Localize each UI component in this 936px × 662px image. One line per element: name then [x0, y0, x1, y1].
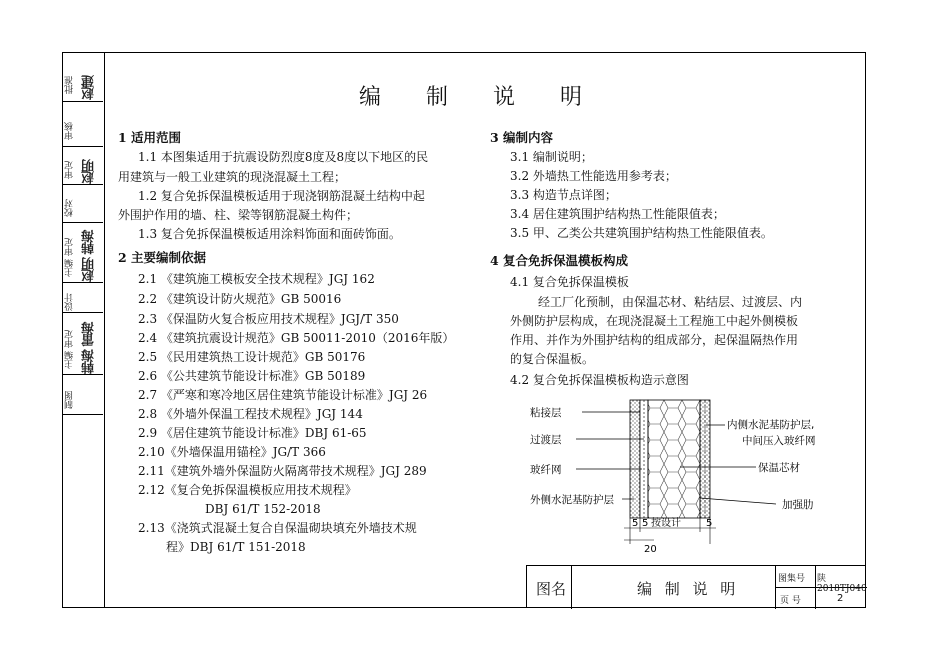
- text-line: 外围护作用的墙、柱、梁等钢筋混凝土构件；: [118, 208, 359, 222]
- stamp-label: 校对: [65, 199, 75, 217]
- text-line: 的复合保温板。: [510, 352, 595, 366]
- dimension-text: 5: [706, 518, 713, 529]
- diagram-label: 加强肋: [782, 499, 814, 511]
- reference-item: 2.13《浇筑式混凝土复合自保温砌块填充外墙技术规: [138, 521, 417, 535]
- signature-image: 赵明: [82, 160, 97, 184]
- stamp-label: 审核: [65, 122, 75, 140]
- page-title: 编 制 说 明: [359, 85, 601, 110]
- formwork-diagram: [520, 392, 850, 562]
- diagram-label: 中间压入玻纤网: [742, 435, 816, 447]
- diagram-label: 玻纤网: [530, 464, 562, 476]
- outer-protective-layer: [630, 400, 640, 518]
- stamp-cell-approve: [63, 52, 103, 102]
- reference-item: 2.11《建筑外墙外保温防火隔离带技术规程》JGJ 289: [138, 464, 427, 478]
- drawing-name-value: 编 制 说 明: [637, 580, 740, 598]
- reference-item: 2.3 《保温防火复合板应用技术规程》JGJ/T 350: [138, 312, 399, 326]
- diagram-label: 保温芯材: [758, 462, 800, 474]
- signature-image: 韩海 雷海: [82, 322, 97, 374]
- stamp-label: 制图: [65, 391, 75, 409]
- page-number-label: 页 号: [780, 596, 801, 606]
- reference-item: 2.4 《建筑抗震设计规范》GB 50011-2010（2016年版）: [138, 331, 455, 345]
- atlas-number-label: 图集号: [778, 574, 806, 584]
- subheading: 4.2 复合免拆保温模板构造示意图: [510, 373, 689, 387]
- insulation-core: [648, 400, 700, 518]
- stamp-label: 主编 审定: [65, 238, 75, 277]
- text-line: 3.5 甲、乙类公共建筑围护结构热工性能限值表。: [510, 226, 773, 240]
- reference-item: 2.8 《外墙外保温工程技术规程》JGJ 144: [138, 407, 363, 421]
- atlas-number-value: 陕2018TJ040: [817, 574, 867, 594]
- reference-item: 2.2 《建筑设计防火规范》GB 50016: [138, 292, 342, 306]
- reference-item: 2.7 《严寒和寒冷地区居住建筑节能设计标准》JGJ 26: [138, 388, 428, 402]
- text-line: 经工厂化预制，由保温芯材、粘结层、过渡层、内: [538, 295, 803, 309]
- text-line: 用建筑与一般工业建筑的现浇混凝土工程；: [118, 170, 347, 184]
- stamp-label: 审定: [65, 161, 75, 179]
- text-line: 1.1 本图集适用于抗震设防烈度8度及8度以下地区的民: [138, 150, 429, 164]
- text-line: 3.1 编制说明；: [510, 150, 593, 164]
- signature-image: 赵明 韩海: [82, 230, 97, 282]
- diagram-label: 粘接层: [530, 407, 562, 419]
- reference-item: DBJ 61/T 152-2018: [205, 502, 321, 516]
- section-heading-4: 4 复合免拆保温模板构成: [490, 253, 629, 268]
- diagram-label: 过渡层: [530, 434, 562, 446]
- stamp-cell-review: [63, 102, 103, 147]
- reference-item: 2.1 《建筑施工模板安全技术规程》JGJ 162: [138, 272, 375, 286]
- dimension-text: 5: [632, 518, 639, 529]
- stamp-label: 批准: [65, 76, 75, 94]
- dimension-text: 20: [644, 544, 657, 555]
- stamp-cell-design: [63, 283, 103, 313]
- stamp-cell-verify: [63, 147, 103, 185]
- section-heading-3: 3 编制内容: [490, 130, 554, 145]
- dimension-text: 按设计: [651, 518, 681, 529]
- reference-item: 2.12《复合免拆保温模板应用技术规程》: [138, 483, 357, 497]
- text-line: 1.2 复合免拆保温模板适用于现浇钢筋混凝土结构中起: [138, 189, 425, 203]
- stamp-cell-editor: [63, 313, 103, 375]
- reference-item: 2.5 《民用建筑热工设计规范》GB 50176: [138, 350, 366, 364]
- stamp-cell-chief-editor: [63, 223, 103, 283]
- text-line: 3.2 外墙热工性能选用参考表；: [510, 169, 677, 183]
- stamp-label: 主编 审定: [65, 330, 75, 369]
- section-heading-2: 2 主要编制依据: [118, 250, 207, 265]
- subheading: 4.1 复合免拆保温模板: [510, 275, 629, 289]
- reference-item: 程》DBJ 61/T 151-2018: [166, 540, 306, 554]
- text-line: 1.3 复合免拆保温模板适用涂料饰面和面砖饰面。: [138, 227, 401, 241]
- stamp-label: 设计: [65, 293, 75, 311]
- reference-item: 2.10《外墙保温用锚栓》JG/T 366: [138, 445, 326, 459]
- stamp-cell-drawing: [63, 375, 103, 415]
- text-line: 3.3 构造节点详图；: [510, 188, 617, 202]
- drawing-name-label: 图名: [536, 580, 567, 598]
- page-number-value: 2: [837, 593, 844, 604]
- signature-image: 赵建: [82, 76, 97, 100]
- title-block: [526, 565, 866, 608]
- stamp-cell-check: [63, 185, 103, 223]
- reference-item: 2.6 《公共建筑节能设计标准》GB 50189: [138, 369, 366, 383]
- reference-item: 2.9 《居住建筑节能设计标准》DBJ 61-65: [138, 426, 367, 440]
- text-line: 作用、并作为外围护结构的组成部分，起保温隔热作用: [510, 333, 799, 347]
- section-heading-1: 1 适用范围: [118, 130, 182, 145]
- diagram-label: 内侧水泥基防护层,: [727, 419, 815, 431]
- dimension-text: 5: [642, 518, 649, 529]
- text-line: 外侧防护层构成，在现浇混凝土工程施工中起外侧模板: [510, 314, 799, 328]
- text-line: 3.4 居住建筑围护结构热工性能限值表；: [510, 207, 725, 221]
- diagram-label: 外侧水泥基防护层: [530, 494, 614, 506]
